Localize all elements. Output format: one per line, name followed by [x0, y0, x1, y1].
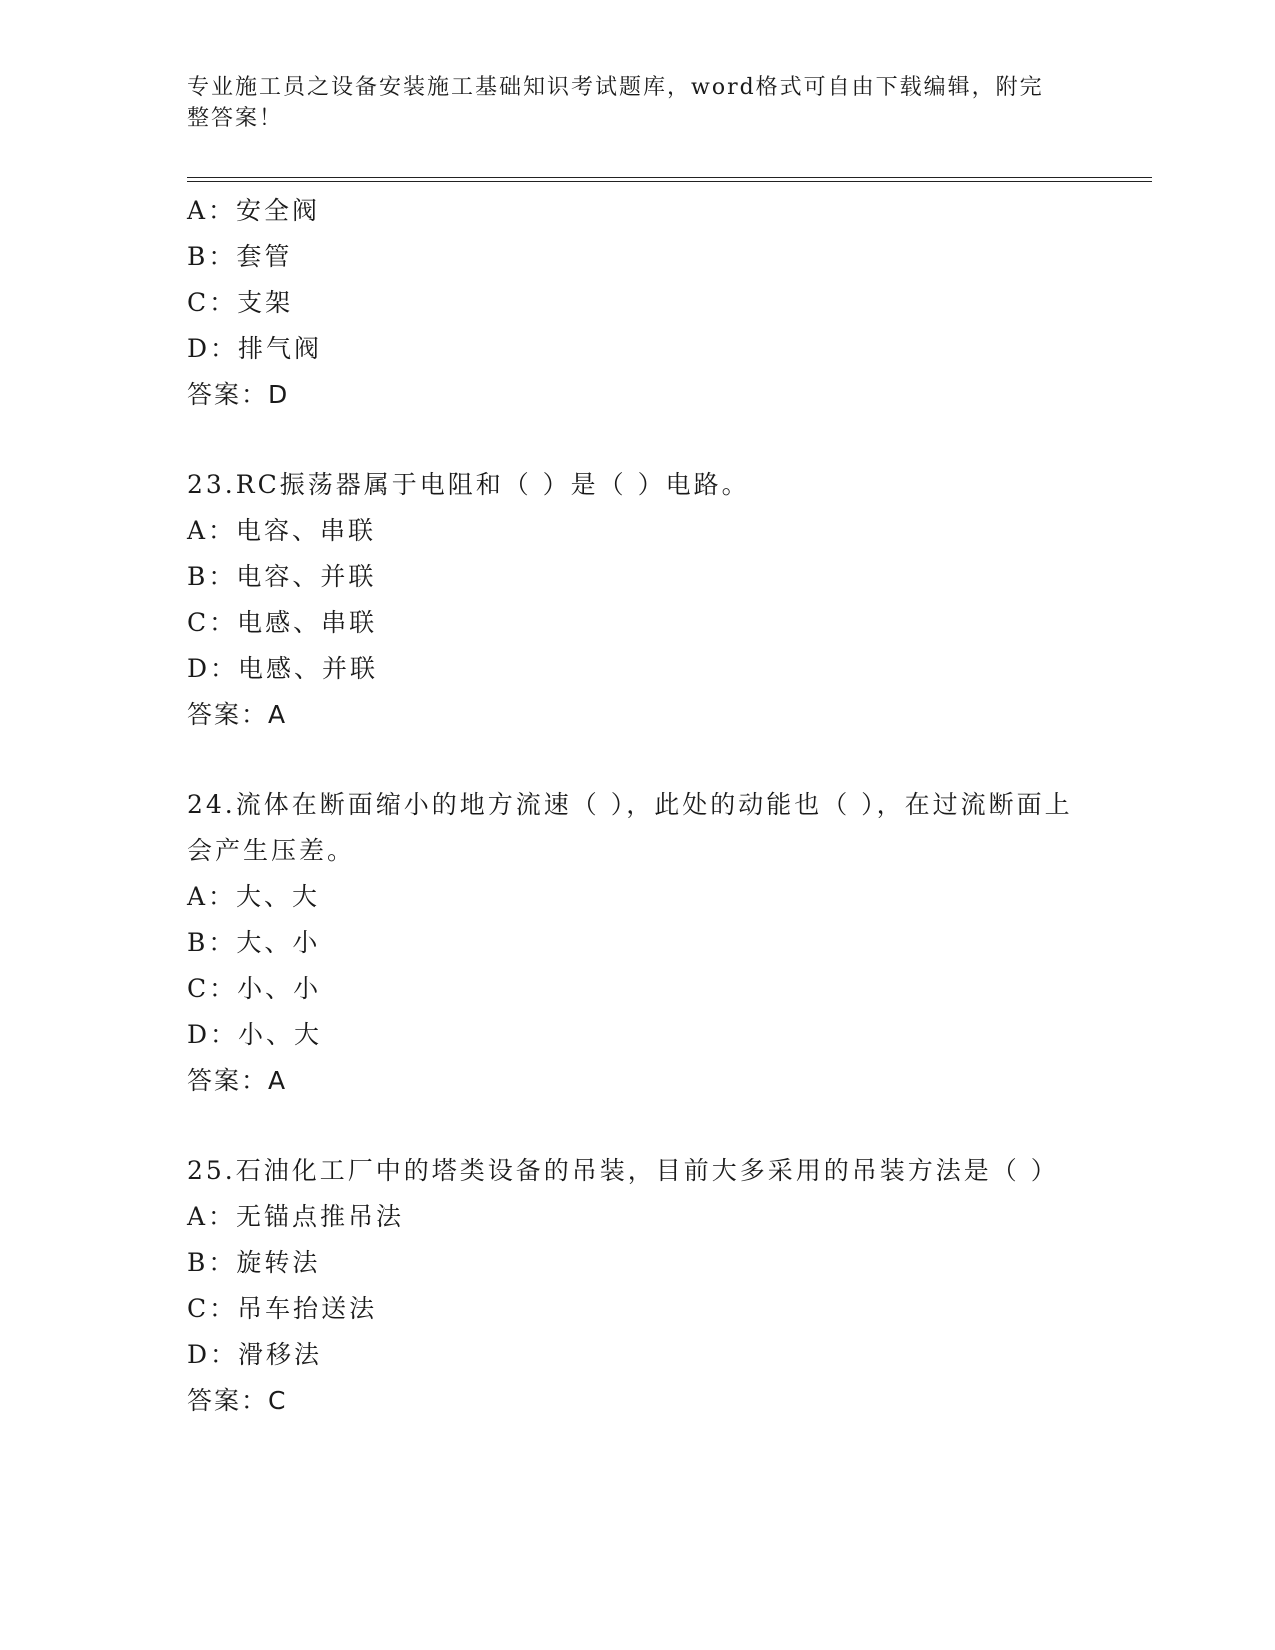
header-divider-bottom: [187, 181, 1152, 182]
question-content: [187, 188, 1087, 1424]
question-25-stem: 25.石油化工厂中的塔类设备的吊装，目前大多采用的吊装方法是（ ）: [187, 1156, 1059, 1185]
question-22-option-c: C：支架: [187, 288, 294, 317]
question-23-stem: 23.RC振荡器属于电阻和（ ）是（ ）电路。: [187, 470, 750, 499]
question-23-option-d: D：电感、并联: [187, 654, 379, 683]
question-25-block: [187, 1148, 1087, 1424]
question-23-answer: 答案：A: [187, 700, 288, 729]
question-24-option-c: C：小、小: [187, 974, 322, 1003]
question-22-option-d: D：排气阀: [187, 334, 323, 363]
question-24-option-d: D：小、大: [187, 1020, 323, 1049]
question-24-option-b: B：大、小: [187, 928, 321, 957]
question-22-option-a: A：安全阀: [187, 196, 321, 225]
question-22-option-b: B：套管: [187, 242, 293, 271]
question-23-option-c: C：电感、串联: [187, 608, 378, 637]
spacer: [187, 738, 1087, 782]
question-22-block: [187, 188, 1087, 418]
spacer: [187, 1104, 1087, 1148]
question-22-answer: 答案：D: [187, 380, 290, 409]
question-24-option-a: A：大、大: [187, 882, 321, 911]
question-25-option-d: D：滑移法: [187, 1340, 323, 1369]
question-25-answer: 答案：C: [187, 1386, 288, 1415]
question-24-block: [187, 782, 1087, 1104]
question-23-option-a: A：电容、串联: [187, 516, 377, 545]
question-24-stem: 24.流体在断面缩小的地方流速（ ），此处的动能也（ ），在过流断面上会产生压差。: [187, 790, 1073, 865]
document-header: 专业施工员之设备安装施工基础知识考试题库，word格式可自由下载编辑，附完整答案！: [187, 75, 1044, 131]
question-25-option-a: A：无锚点推吊法: [187, 1202, 405, 1231]
header-divider-top: [187, 177, 1152, 178]
question-23-option-b: B：电容、并联: [187, 562, 377, 591]
question-25-option-b: B：旋转法: [187, 1248, 321, 1277]
question-23-block: [187, 462, 1087, 738]
question-25-option-c: C：吊车抬送法: [187, 1294, 378, 1323]
spacer: [187, 418, 1087, 462]
question-24-answer: 答案：A: [187, 1066, 288, 1095]
